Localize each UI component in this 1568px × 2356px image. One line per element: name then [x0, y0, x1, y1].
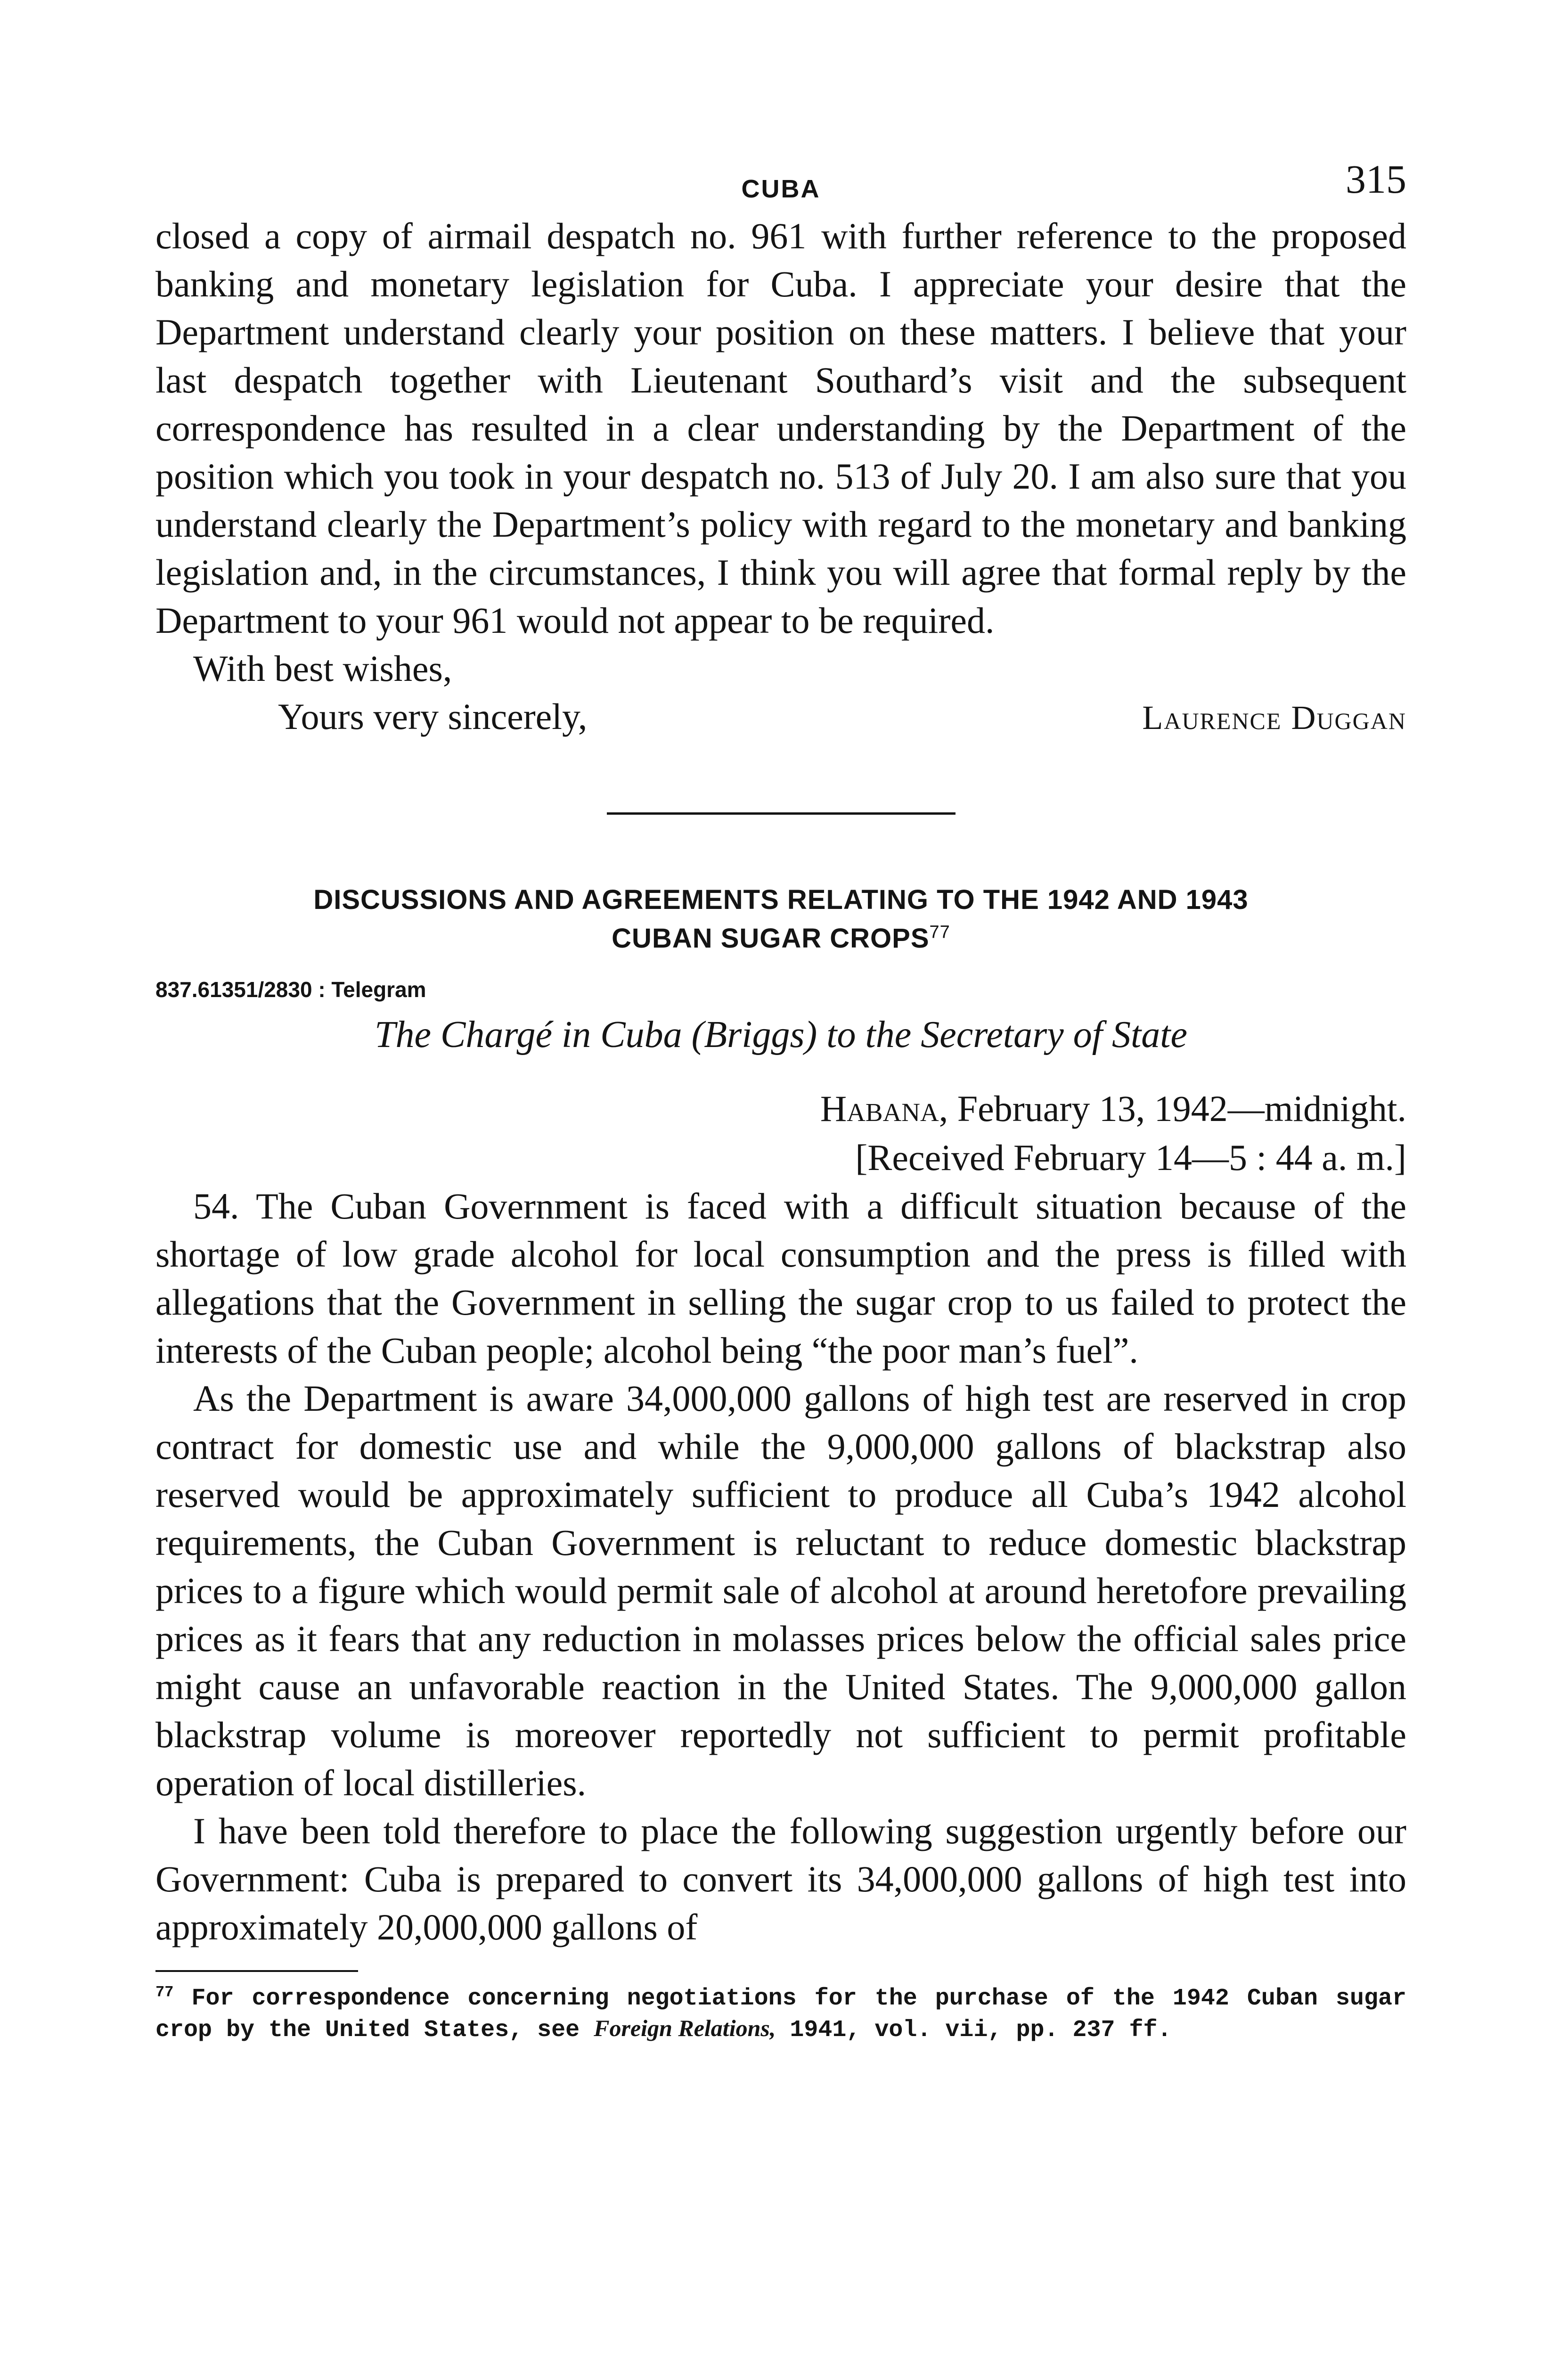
letter-signature: Laurence Duggan — [1142, 699, 1406, 736]
page — [155, 155, 1406, 2045]
letter-closing-line — [155, 693, 1406, 742]
letter-closing: Yours very sincerely, — [278, 696, 588, 737]
letter-paragraph: closed a copy of airmail despatch no. 961 with further reference to the proposed banking and monetary legislation for Cuba. I appreciate your desire that the Department understand clearly your position on these matters. I believe that your last despatch together with Lieutenant Southard’s visit and the subsequent correspondence has resulted in a clear understanding by the Department of the position which you took in your despatch no. 513 of July 20. I am also sure that you understand clearly the Department’s policy with regard to the monetary and banking legislation and, in the circumstances, I think you will agree that formal reply by the Department to your 961 would not appear to be required. — [155, 215, 1406, 641]
dateline-place-date — [155, 1084, 1406, 1133]
section-divider — [607, 812, 956, 815]
file-number: 837.61351/2830 : Telegram — [155, 977, 426, 1002]
dateline-received: [Received February 14—5 : 44 a. m.] — [855, 1137, 1406, 1178]
page-number: 315 — [1346, 156, 1406, 202]
section-heading-line-1: DISCUSSIONS AND AGREEMENTS RELATING TO THE 1942 AND 1943 — [313, 884, 1249, 915]
dateline-place: Habana, — [820, 1088, 948, 1129]
section-heading — [155, 881, 1406, 958]
telegram-body — [155, 1182, 1406, 1951]
letter-greeting: With best wishes, — [193, 648, 452, 689]
section-heading-line-2-text: CUBAN SUGAR CROPS — [612, 923, 930, 954]
footnote-mark: 77 — [155, 1983, 174, 2001]
telegram-paragraph-2: As the Department is aware 34,000,000 gallons of high test are reserved in crop contract for domestic use and while the 9,000,000 gallons of blackstrap also reserved would be approximately sufficient to produce all Cuba’s 1942 alcohol requirements, the Cuban Government is reluctant to reduce domestic blackstrap prices to a figure which would permit sale of alcohol at around heretofore prevailing prices as it fears that any reduction in molasses prices below the official sales price might cause an unfavorable reaction in the United States. The 9,000,000 gallon blackstrap volume is moreover reportedly not sufficient to permit profitable operation of local distilleries. — [155, 1378, 1406, 1803]
telegram-paragraph-1: 54. The Cuban Government is faced with a difficult situation because of the shortage of low grade alcohol for local consumption and the press is filled with allegations that the Government in selling the sugar crop to us failed to protect the interests of the Cuban people; alcohol being “the poor man’s fuel”. — [155, 1186, 1406, 1371]
telegram-paragraph-3: I have been told therefore to place the following suggestion urgently before our Government: Cuba is prepared to convert its 34,000,000 gallons of high test into approximately 20,000,000 gallons of — [155, 1810, 1406, 1947]
document-title: The Chargé in Cuba (Briggs) to the Secretary of State — [375, 1014, 1187, 1055]
letter-body — [155, 212, 1406, 742]
footnote-reference: 77 — [929, 922, 950, 942]
dateline — [155, 1084, 1406, 1182]
footnote-reference-title: Foreign Relations, — [594, 2015, 776, 2041]
running-head — [155, 155, 1406, 212]
dateline-date: February 13, 1942—midnight. — [957, 1088, 1406, 1129]
running-head-title: CUBA — [741, 175, 821, 203]
footnote-text-after: 1941, vol. vii, pp. 237 ff. — [790, 2017, 1172, 2044]
footnote — [155, 1984, 1406, 2045]
footnote-divider — [155, 1970, 358, 1972]
section-heading-line-2 — [155, 919, 1406, 958]
footnote-text-before: For correspondence concerning negotiations for the purchase of the 1942 Cuban sugar crop by the United States, see — [155, 1985, 1407, 2044]
